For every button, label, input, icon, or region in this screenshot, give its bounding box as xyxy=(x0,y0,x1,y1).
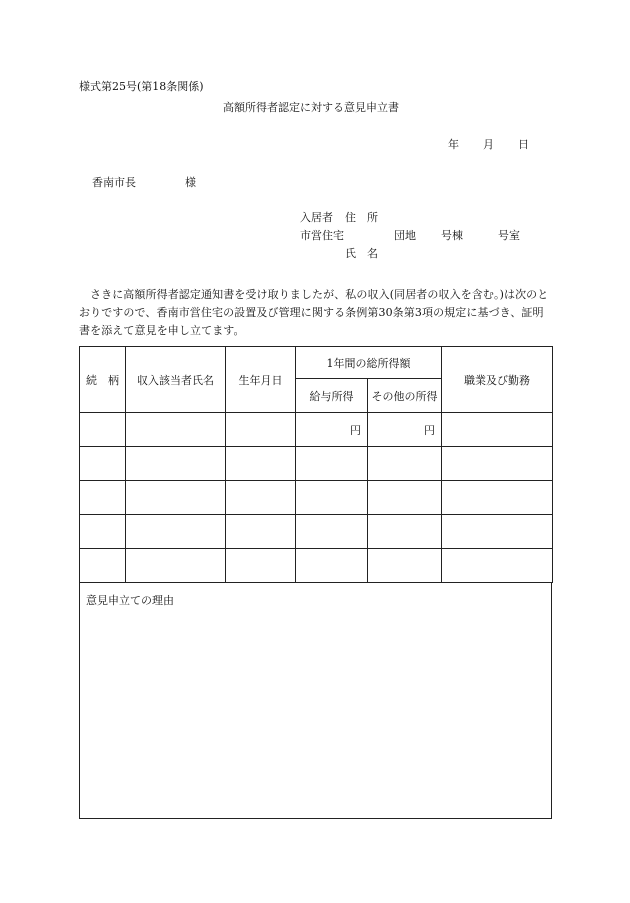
cell-relation[interactable] xyxy=(80,515,126,549)
income-table xyxy=(79,346,553,583)
building-label: 号棟 xyxy=(441,229,463,242)
header-relation: 続 柄 xyxy=(80,347,126,413)
header-earner-name: 収入該当者氏名 xyxy=(126,347,226,413)
cell-earner-name[interactable] xyxy=(126,413,226,447)
header-salary-income: 給与所得 xyxy=(296,379,368,413)
cell-relation[interactable] xyxy=(80,413,126,447)
addressee-honorific: 様 xyxy=(185,176,196,189)
header-other-income: その他の所得 xyxy=(368,379,442,413)
date-line xyxy=(448,138,529,152)
cell-birthdate[interactable] xyxy=(226,515,296,549)
cell-other-income[interactable] xyxy=(368,515,442,549)
cell-occupation[interactable] xyxy=(442,515,553,549)
cell-birthdate[interactable] xyxy=(226,447,296,481)
cell-earner-name[interactable] xyxy=(126,515,226,549)
applicant-block xyxy=(300,211,540,265)
cell-relation[interactable] xyxy=(80,447,126,481)
table-row xyxy=(80,447,553,481)
header-annual-income: 1年間の総所得額 xyxy=(296,347,442,379)
cell-birthdate[interactable] xyxy=(226,549,296,583)
cell-earner-name[interactable] xyxy=(126,481,226,515)
reason-label: 意見申立ての理由 xyxy=(86,594,174,607)
danchi-label: 団地 xyxy=(394,229,416,242)
cell-occupation[interactable] xyxy=(442,413,553,447)
cell-other-income[interactable] xyxy=(368,549,442,583)
addressee-name: 香南市長 xyxy=(92,176,136,189)
cell-relation[interactable] xyxy=(80,549,126,583)
table-row xyxy=(80,515,553,549)
name-label: 氏 名 xyxy=(345,247,378,260)
cell-salary-income[interactable]: 円 xyxy=(296,413,368,447)
table-row xyxy=(80,413,553,447)
cell-salary-income[interactable] xyxy=(296,515,368,549)
cell-other-income[interactable] xyxy=(368,481,442,515)
applicant-label: 入居者 xyxy=(300,211,333,224)
cell-occupation[interactable] xyxy=(442,447,553,481)
cell-earner-name[interactable] xyxy=(126,549,226,583)
cell-relation[interactable] xyxy=(80,481,126,515)
header-occupation: 職業及び勤務 xyxy=(442,347,553,413)
cell-birthdate[interactable] xyxy=(226,481,296,515)
header-birthdate: 生年月日 xyxy=(226,347,296,413)
cell-birthdate[interactable] xyxy=(226,413,296,447)
table-row xyxy=(80,549,553,583)
cell-occupation[interactable] xyxy=(442,481,553,515)
cell-other-income[interactable] xyxy=(368,447,442,481)
statement-text: さきに高額所得者認定通知書を受け取りましたが、私の収入(同居者の収入を含む。)は次のとおりですので、香南市営住宅の設置及び管理に関する条例第30条第3項の規定に基づき、証明書を添えて意見を申し立てます。 xyxy=(79,288,549,337)
address-label: 住 所 xyxy=(345,211,378,224)
room-label: 号室 xyxy=(498,229,520,242)
cell-earner-name[interactable] xyxy=(126,447,226,481)
cell-salary-income[interactable] xyxy=(296,447,368,481)
cell-salary-income[interactable] xyxy=(296,549,368,583)
cell-other-income[interactable]: 円 xyxy=(368,413,442,447)
date-day: 日 xyxy=(518,138,529,151)
cell-occupation[interactable] xyxy=(442,549,553,583)
reason-box[interactable] xyxy=(79,582,552,819)
housing-label: 市営住宅 xyxy=(300,229,344,242)
cell-salary-income[interactable] xyxy=(296,481,368,515)
date-year: 年 xyxy=(448,138,459,151)
document-title: 高額所得者認定に対する意見申立書 xyxy=(223,101,399,114)
table-row xyxy=(80,481,553,515)
date-month: 月 xyxy=(483,138,494,151)
form-number: 様式第25号(第18条関係) xyxy=(79,80,204,93)
